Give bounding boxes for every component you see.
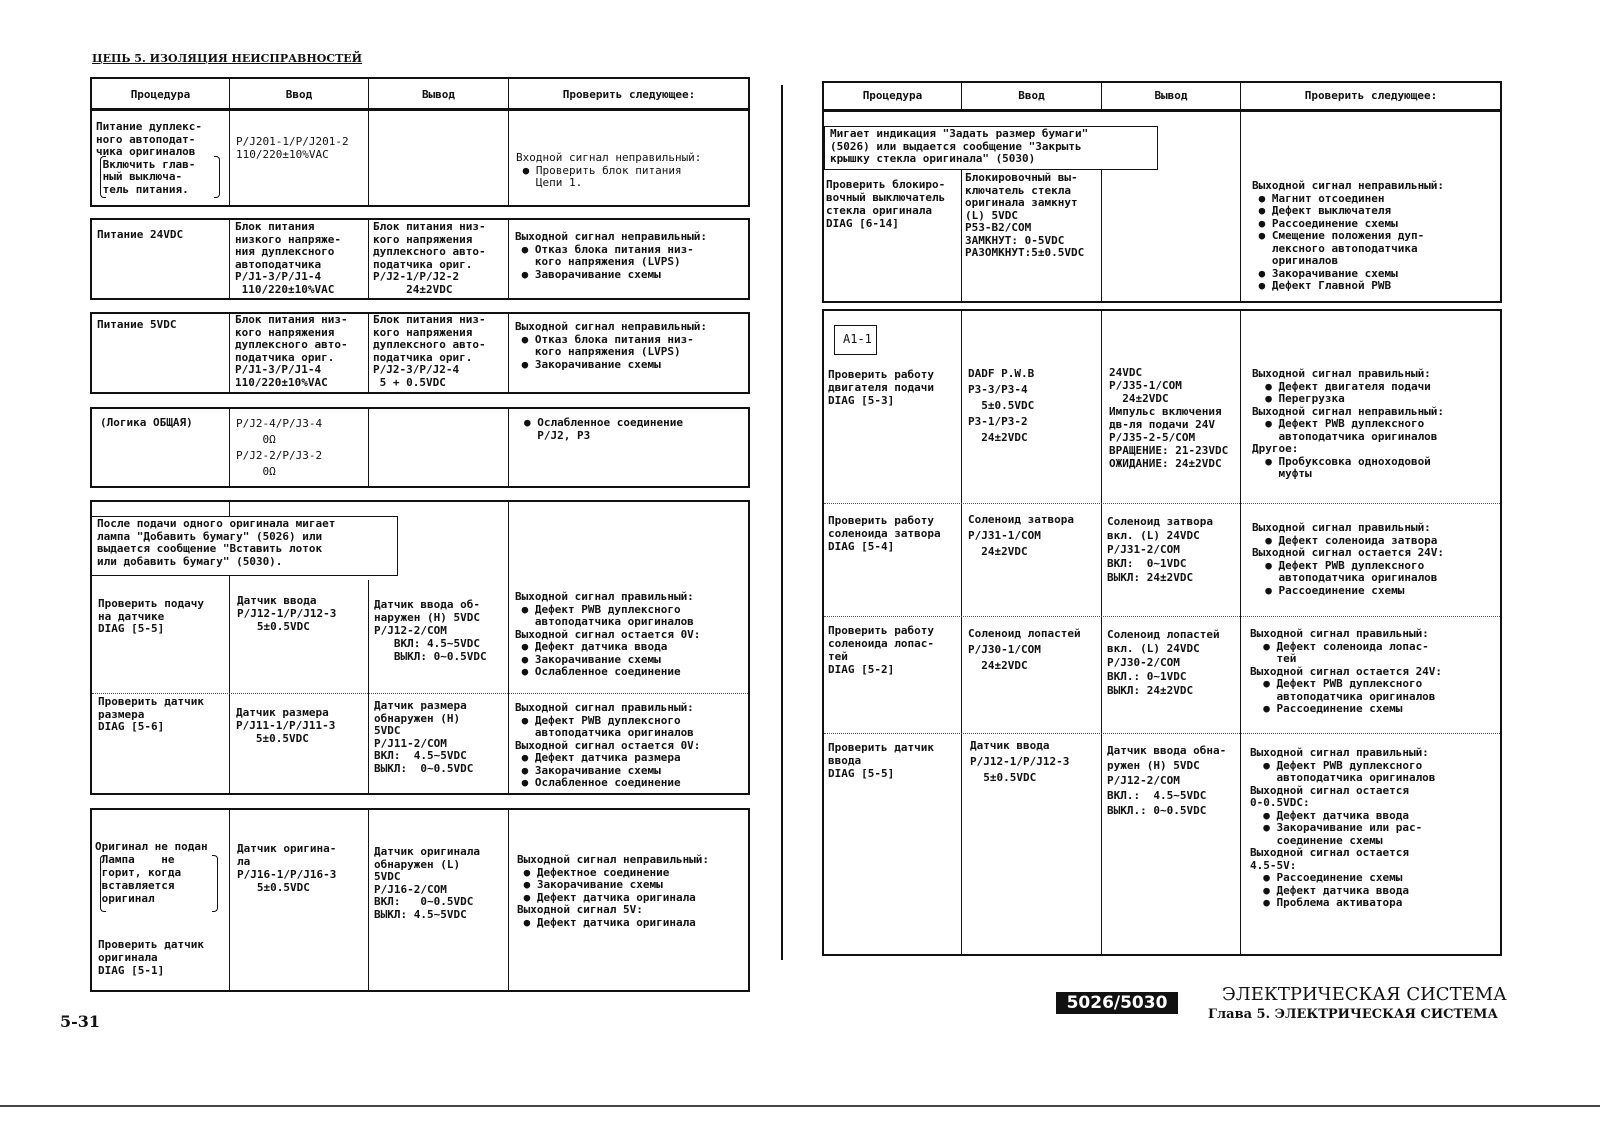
procedure-cell: Проверить блокиро- вочный выключатель стекла оригинала DIAG [6-14] [826, 178, 946, 230]
check-cell: Выходной сигнал неправильный: ● Дефектное соединение ● Закорачивание схемы ● Дефект датчика оригинала Выходной сигнал 5V: ● Дефект датчика оригинала [517, 853, 710, 929]
procedure-cell: Проверить работу соленоида лопас- тей DIAG [5-2] [828, 624, 934, 676]
input-cell: Блок питания низ- кого напряжения дуплексного авто- податчика ориг. P/J1-3/P/J1-4 110/220±10%VAC [235, 313, 348, 389]
col-header-output: Вывод [1154, 89, 1188, 102]
procedure-cell: Питание 24VDC [97, 228, 184, 241]
output-cell: Датчик размера обнаружен (H) 5VDC P/J11-2/COM ВКЛ: 4.5~5VDC ВЫКЛ: 0~0.5VDC [374, 699, 474, 775]
input-cell: Блок питания низкого напряже- ния дуплексного автоподатчика P/J1-3/P/J1-4 110/220±10%VAC [235, 220, 341, 296]
col-header-check: Проверить следующее: [562, 88, 696, 101]
input-cell: Датчик ввода P/J12-1/P/J12-3 5±0.5VDC [237, 594, 337, 633]
procedure-cell: (Логика ОБЩАЯ) [100, 416, 193, 429]
step-label: A1-1 [843, 332, 872, 346]
input-cell: Датчик ввода P/J12-1/P/J12-3 5±0.5VDC [970, 739, 1070, 784]
check-cell: ● Ослабленное соединение P/J2, P3 [524, 416, 683, 442]
procedure-cell: Питание дуплекс- ного автоподат- чика оригиналов Включить глав- ный выключа- тель питания. [96, 120, 202, 196]
chapter-subtitle: Глава 5. ЭЛЕКТРИЧЕСКАЯ СИСТЕМА [1208, 1007, 1499, 1022]
col-header-input: Ввод [285, 88, 313, 101]
col-header-input: Ввод [1018, 89, 1045, 102]
check-cell: Выходной сигнал правильный: ● Дефект соленоида лопас- тей Выходной сигнал остается 24V: ● Дефект PWB дуплексного автоподатчика оригиналов ● Рассоединение схемы [1250, 627, 1443, 715]
check-cell: Выходной сигнал неправильный: ● Отказ блока питания низ- кого напряжения (LVPS) ● Заворачивание схемы [515, 230, 708, 281]
output-cell: Соленоид затвора вкл. (L) 24VDC P/J31-2/COM ВКЛ: 0~1VDC ВЫКЛ: 24±2VDC [1107, 515, 1213, 584]
bracket-left [100, 156, 106, 198]
check-cell: Выходной сигнал правильный: ● Дефект PWB дуплексного автоподатчика оригиналов Выходной сигнал остается 0V: ● Дефект датчика ввода ● Закорачивание схемы ● Ослабленное соединение [515, 590, 701, 678]
input-cell: DADF P.W.B P3-3/P3-4 5±0.5VDC P3-1/P3-2 24±2VDC [968, 367, 1035, 444]
col-header-check: Проверить следующее: [1304, 89, 1438, 102]
output-cell: 24VDC P/J35-1/COM 24±2VDC Импульс включения дв-ля подачи 24V P/J35-2-5/COM ВРАЩЕНИЕ: 21-23VDC ОЖИДАНИЕ: 24±2VDC [1109, 366, 1229, 470]
procedure-cell: Проверить работу соленоида затвора DIAG [5-4] [828, 514, 941, 553]
page-divider [781, 85, 783, 960]
page-number: 5-31 [60, 1012, 101, 1031]
check-cell: Выходной сигнал правильный: ● Дефект соленоида затвора Выходной сигнал остается 24V: ● Дефект PWB дуплексного автоподатчика оригиналов ● Рассоединение схемы [1252, 521, 1445, 597]
procedure-cell-diag: Проверить датчик оригинала DIAG [5-1] [98, 938, 204, 977]
check-cell: Выходной сигнал правильный: ● Дефект PWB дуплексного автоподатчика оригиналов Выходной сигнал остается 0V: ● Дефект датчика размера ● Закорачивание схемы ● Ослабленное соединение [515, 701, 701, 789]
chapter-title: ЭЛЕКТРИЧЕСКАЯ СИСТЕМА [1222, 984, 1507, 1005]
section-title: ЦЕПЬ 5. ИЗОЛЯЦИЯ НЕИСПРАВНОСТЕЙ [92, 52, 363, 65]
output-cell: Датчик ввода об- наружен (H) 5VDC P/J12-2/COM ВКЛ: 4.5~5VDC ВЫКЛ: 0~0.5VDC [374, 598, 487, 663]
model-badge: 5026/5030 [1056, 992, 1178, 1014]
col-header-procedure: Процедура [130, 88, 191, 101]
input-cell: P/J201-1/P/J201-2 110/220±10%VAC [236, 135, 349, 161]
output-cell: Блок питания низ- кого напряжения дуплексного авто- податчика ориг. P/J2-1/P/J2-2 24±2VDC [373, 220, 486, 296]
check-cell: Выходной сигнал неправильный: ● Магнит отсоединен ● Дефект выключателя ● Рассоединение схемы ● Смещение положения дуп- лексного автоподатчика оригиналов ● Закорачивание схемы ● Дефект Главной PWB [1252, 179, 1445, 292]
procedure-cell: Проверить работу двигателя подачи DIAG [5-3] [828, 368, 934, 407]
input-cell: Датчик оригина- ла P/J16-1/P/J16-3 5±0.5VDC [237, 842, 337, 894]
input-cell: Соленоид лопастей P/J30-1/COM 24±2VDC [968, 627, 1081, 672]
procedure-cell: Проверить датчик ввода DIAG [5-5] [828, 741, 934, 780]
check-cell: Выходной сигнал правильный: ● Дефект двигателя подачи ● Перегрузка Выходной сигнал неправильный: ● Дефект PWB дуплексного автоподатчика оригиналов Другое: ● Пробуксовка одноходовой муфты [1252, 367, 1445, 480]
bracket-right [214, 156, 220, 198]
output-cell: Соленоид лопастей вкл. (L) 24VDC P/J30-2/COM ВКЛ.: 0~1VDC ВЫКЛ: 24±2VDC [1107, 628, 1220, 697]
output-cell: Датчик ввода обна- ружен (H) 5VDC P/J12-2/COM ВКЛ.: 4.5~5VDC ВЫКЛ.: 0~0.5VDC [1107, 744, 1227, 817]
condition-note: Мигает индикация "Задать размер бумаги" (5026) или выдается сообщение "Закрыть крышку стекла оригинала" (5030) [830, 127, 1089, 165]
procedure-cell: Оригинал не подан Лампа не горит, когда вставляется оригинал [95, 840, 208, 905]
input-cell: Блокировочный вы- ключатель стекла оригинала замкнут (L) 5VDC P53-B2/COM ЗАМКНУТ: 0-5VDC РАЗОМКНУТ:5±0.5VDC [965, 171, 1085, 259]
procedure-cell: Питание 5VDC [97, 318, 177, 331]
input-cell: Датчик размера P/J11-1/P/J11-3 5±0.5VDC [236, 706, 336, 745]
input-cell: Соленоид затвора P/J31-1/COM 24±2VDC [968, 513, 1074, 558]
check-cell: Входной сигнал неправильный: ● Проверить блок питания Цепи 1. [516, 151, 702, 189]
procedure-cell: Проверить подачу на датчике DIAG [5-5] [98, 597, 204, 635]
col-header-procedure: Процедура [862, 89, 923, 102]
condition-note: После подачи одного оригинала мигает лампа "Добавить бумагу" (5026) или выдается сообщение "Вставить лоток или добавить бумагу" (5030). [97, 517, 336, 568]
output-cell: Датчик оригинала обнаружен (L) 5VDC P/J16-2/COM ВКЛ: 0~0.5VDC ВЫКЛ: 4.5~5VDC [374, 845, 480, 921]
check-cell: Выходной сигнал неправильный: ● Отказ блока питания низ- кого напряжения (LVPS) ● Закорачивание схемы [515, 320, 708, 371]
procedure-cell: Проверить датчик размера DIAG [5-6] [98, 695, 204, 733]
bracket-right [212, 855, 218, 912]
bracket-left [100, 855, 106, 912]
output-cell: Блок питания низ- кого напряжения дуплексного авто- податчика ориг. P/J2-3/P/J2-4 5 + 0.5VDC [373, 313, 486, 389]
input-cell: P/J2-4/P/J3-4 0Ω P/J2-2/P/J3-2 0Ω [236, 417, 323, 478]
bottom-rule [0, 1105, 1600, 1107]
check-cell: Выходной сигнал правильный: ● Дефект PWB дуплексного автоподатчика оригиналов Выходной сигнал остается 0-0.5VDC: ● Дефект датчика ввода ● Закорачивание или рас- соединение схемы Выходной сигнал остается 4.5-5V: ● Рассоединение схемы ● Дефект датчика ввода ● Проблема активатора [1250, 746, 1436, 909]
col-header-output: Вывод [421, 88, 456, 101]
